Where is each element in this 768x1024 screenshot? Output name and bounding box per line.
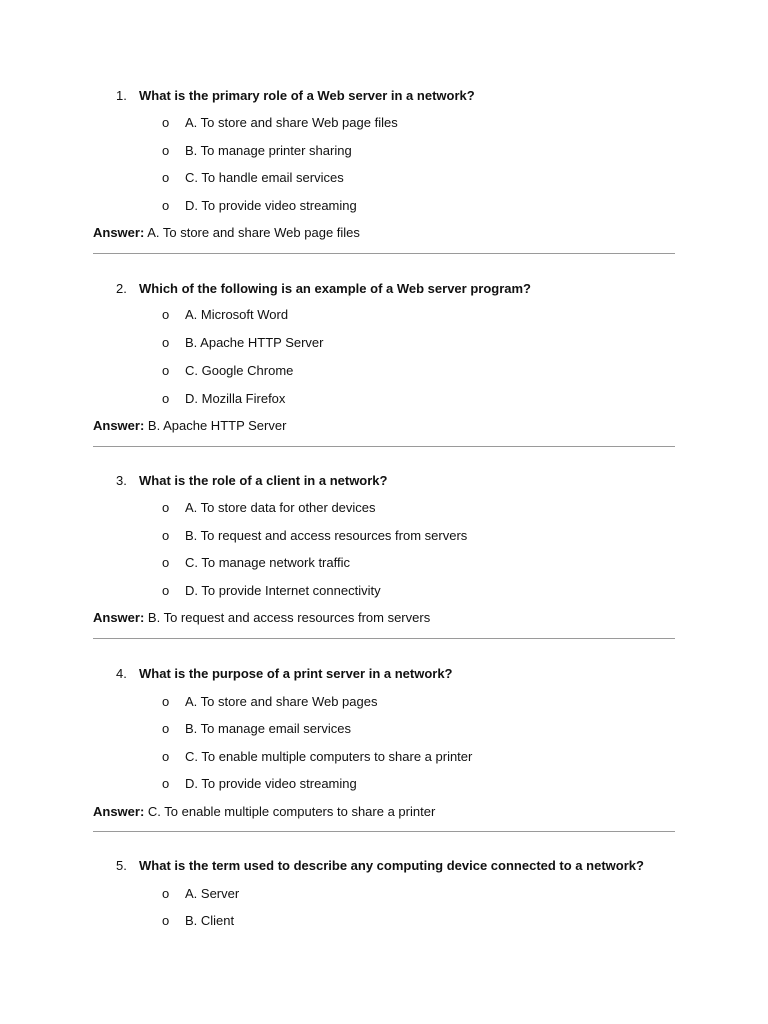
bullet-icon: o xyxy=(162,528,170,543)
bullet-icon: o xyxy=(162,913,170,928)
option-text: A. Microsoft Word xyxy=(185,307,289,322)
option-text: D. Mozilla Firefox xyxy=(185,391,286,406)
option-text: B. To manage printer sharing xyxy=(185,143,352,158)
option-text: B. Client xyxy=(185,913,235,928)
bullet-icon: o xyxy=(162,335,170,350)
option-text: A. To store and share Web pages xyxy=(185,694,378,709)
divider xyxy=(93,638,675,639)
question-text: What is the role of a client in a network? xyxy=(139,473,388,488)
bullet-icon: o xyxy=(162,198,170,213)
answer-line xyxy=(93,417,286,435)
question-text: What is the purpose of a print server in a network? xyxy=(139,666,453,681)
option-text: A. To store and share Web page files xyxy=(185,115,398,130)
divider xyxy=(93,831,675,832)
question-text: Which of the following is an example of a Web server program? xyxy=(139,281,531,296)
question-text: What is the term used to describe any computing device connected to a network? xyxy=(139,858,644,873)
bullet-icon: o xyxy=(162,391,170,406)
option-text: C. Google Chrome xyxy=(185,363,294,378)
divider xyxy=(93,446,675,447)
bullet-icon: o xyxy=(162,776,170,791)
bullet-icon: o xyxy=(162,170,170,185)
bullet-icon: o xyxy=(162,749,170,764)
question-number: 1. xyxy=(116,88,127,103)
bullet-icon: o xyxy=(162,694,170,709)
answer-text: B. Apache HTTP Server xyxy=(147,418,287,433)
option-text: A. Server xyxy=(185,886,240,901)
answer-line xyxy=(93,803,435,821)
option-text: A. To store data for other devices xyxy=(185,500,376,515)
option-text: C. To manage network traffic xyxy=(185,555,350,570)
answer-text: A. To store and share Web page files xyxy=(147,225,360,240)
bullet-icon: o xyxy=(162,721,170,736)
bullet-icon: o xyxy=(162,143,170,158)
bullet-icon: o xyxy=(162,500,170,515)
answer-text: C. To enable multiple computers to share a printer xyxy=(147,804,436,819)
option-text: D. To provide Internet connectivity xyxy=(185,583,381,598)
option-text: B. To manage email services xyxy=(185,721,351,736)
bullet-icon: o xyxy=(162,363,170,378)
divider xyxy=(93,253,675,254)
question-number: 3. xyxy=(116,473,127,488)
answer-label: Answer: xyxy=(93,610,145,625)
answer-line xyxy=(93,609,430,627)
question-number: 4. xyxy=(116,666,127,681)
bullet-icon: o xyxy=(162,115,170,130)
option-text: D. To provide video streaming xyxy=(185,198,357,213)
option-text: B. To request and access resources from servers xyxy=(185,528,468,543)
question-number: 2. xyxy=(116,281,127,296)
answer-text: B. To request and access resources from servers xyxy=(147,610,431,625)
answer-label: Answer: xyxy=(93,225,145,240)
answer-label: Answer: xyxy=(93,804,145,819)
bullet-icon: o xyxy=(162,886,170,901)
question-text: What is the primary role of a Web server in a network? xyxy=(139,88,475,103)
option-text: B. Apache HTTP Server xyxy=(185,335,324,350)
bullet-icon: o xyxy=(162,583,170,598)
answer-line xyxy=(93,224,360,242)
option-text: C. To enable multiple computers to share a printer xyxy=(185,749,473,764)
option-text: C. To handle email services xyxy=(185,170,344,185)
bullet-icon: o xyxy=(162,307,170,322)
option-text: D. To provide video streaming xyxy=(185,776,357,791)
bullet-icon: o xyxy=(162,555,170,570)
question-number: 5. xyxy=(116,858,127,873)
answer-label: Answer: xyxy=(93,418,145,433)
